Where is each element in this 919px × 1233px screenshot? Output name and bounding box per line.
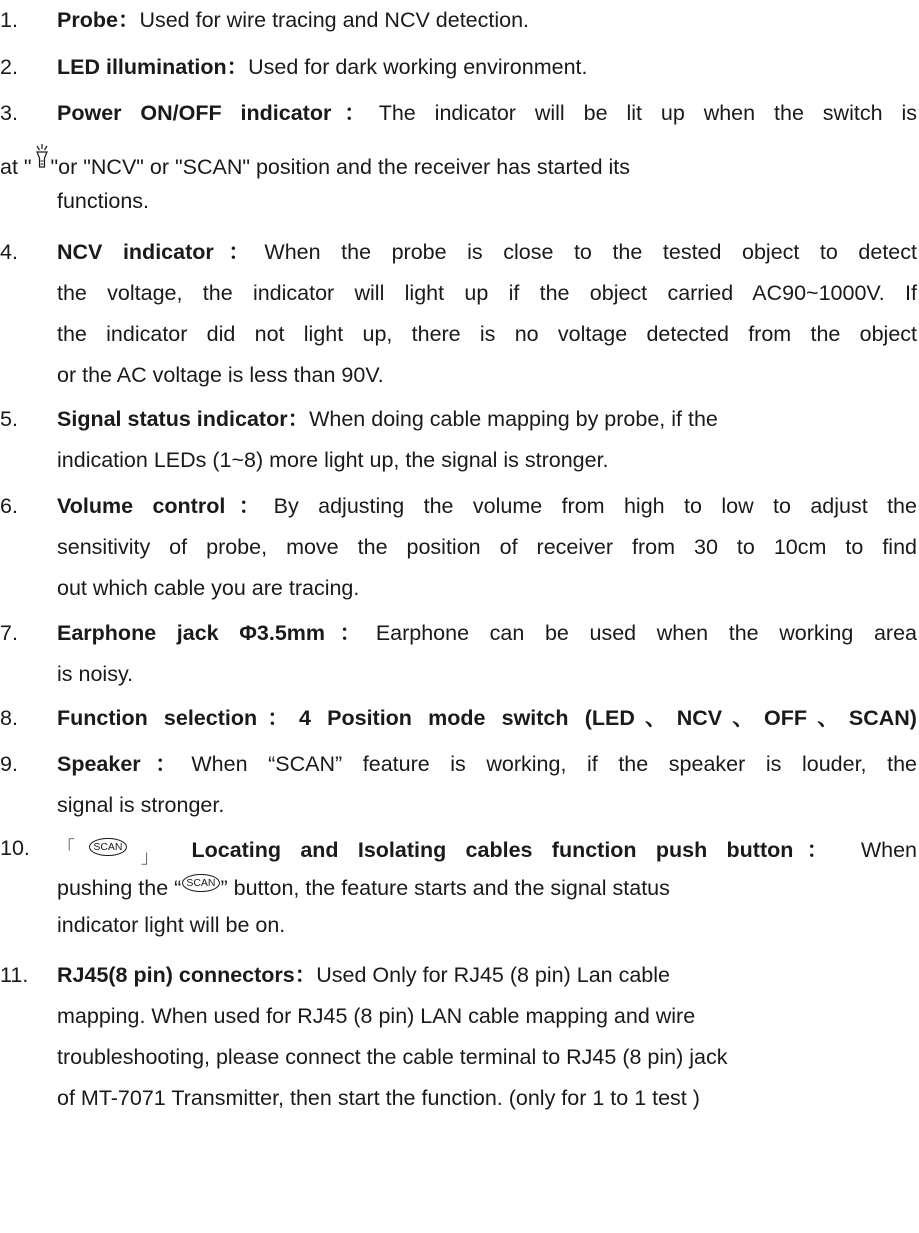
item-title: Power ON/OFF indicator <box>57 101 332 125</box>
item-title: Locating and Isolating cables function push button <box>191 838 794 862</box>
scan-button-icon: SCAN <box>89 838 126 856</box>
item-number: 8. <box>0 706 18 730</box>
item-number: 9. <box>0 752 18 776</box>
item-text: Used for wire tracing and NCV detection. <box>139 8 530 32</box>
item-title: Function selection <box>57 706 258 730</box>
list-item: 4. NCV indicator：When the probe is close to the tested object to detect the voltage, the indicator will light up if the object carried AC90~1000V. If the indicator did not light up, there is no voltage detected from the object or the AC voltage is less than 90V. <box>0 236 917 400</box>
list-item: 9. Speaker：When “SCAN” feature is working, if the speaker is louder, the signal is stronger. <box>0 748 917 830</box>
item-title: LED illumination <box>57 55 227 79</box>
item-text: 4 Position mode switch (LED、NCV、OFF、SCAN) <box>299 706 917 730</box>
item-number: 7. <box>0 621 18 645</box>
item-title: Speaker <box>57 752 141 776</box>
list-item: 1. Probe：Used for wire tracing and NCV detection. <box>0 4 917 45</box>
list-item-cont: at " "or "NCV" or "SCAN" position and the receiver has started its functions. <box>0 133 917 219</box>
item-title: RJ45(8 pin) connectors <box>57 963 295 987</box>
scan-button-icon: SCAN <box>182 874 219 892</box>
item-number: 11. <box>0 963 29 987</box>
list-item-cont: pushing the “ SCAN ” button, the feature starts and the signal status indicator light will be on. <box>57 876 670 937</box>
item-title: Volume control <box>57 494 226 518</box>
list-item: 11. RJ45(8 pin) connectors：Used Only for RJ45 (8 pin) Lan cable mapping. When used for RJ45 (8 pin) LAN cable mapping and wire troubleshooting, please connect the cable terminal to RJ45 (8 pin) jack of MT-7071 Transmitter, then start the function. (only for 1 to 1 test ) <box>0 959 917 1123</box>
item-text: Used for dark working environment. <box>248 55 588 79</box>
item-title: NCV indicator <box>57 240 214 264</box>
list-item: 3. Power ON/OFF indicator：The indicator will be lit up when the switch is <box>0 97 917 138</box>
item-number: 6. <box>0 494 18 518</box>
item-number: 4. <box>0 240 18 264</box>
list-item: 10. 「 SCAN $_」$ Locating and Isolating cables function push button： When <box>0 832 917 914</box>
item-title: Earphone jack Φ3.5mm <box>57 621 326 645</box>
list-item: 5. Signal status indicator：When doing cable mapping by probe, if the indication LEDs (1~8) more light up, the signal is stronger. <box>0 403 917 485</box>
list-item: 2. LED illumination：Used for dark working environment. <box>0 51 917 92</box>
list-item: 7. Earphone jack Φ3.5mm：Earphone can be used when the working area is noisy. <box>0 617 917 699</box>
item-number: 2. <box>0 55 18 79</box>
list-item: 6. Volume control：By adjusting the volume from high to low to adjust the sensitivity of probe, move the position of receiver from 30 to 10cm to find out which cable you are tracing. <box>0 490 917 613</box>
item-title: Signal status indicator <box>57 407 288 431</box>
item-number: 3. <box>0 101 18 125</box>
item-title: Probe <box>57 8 118 32</box>
bulb-icon <box>36 133 48 193</box>
item-number: 10. <box>0 836 30 860</box>
list-item: 8. Function selection：4 Position mode switch (LED、NCV、OFF、SCAN) <box>0 702 917 743</box>
item-number: 1. <box>0 8 18 32</box>
item-number: 5. <box>0 407 18 431</box>
